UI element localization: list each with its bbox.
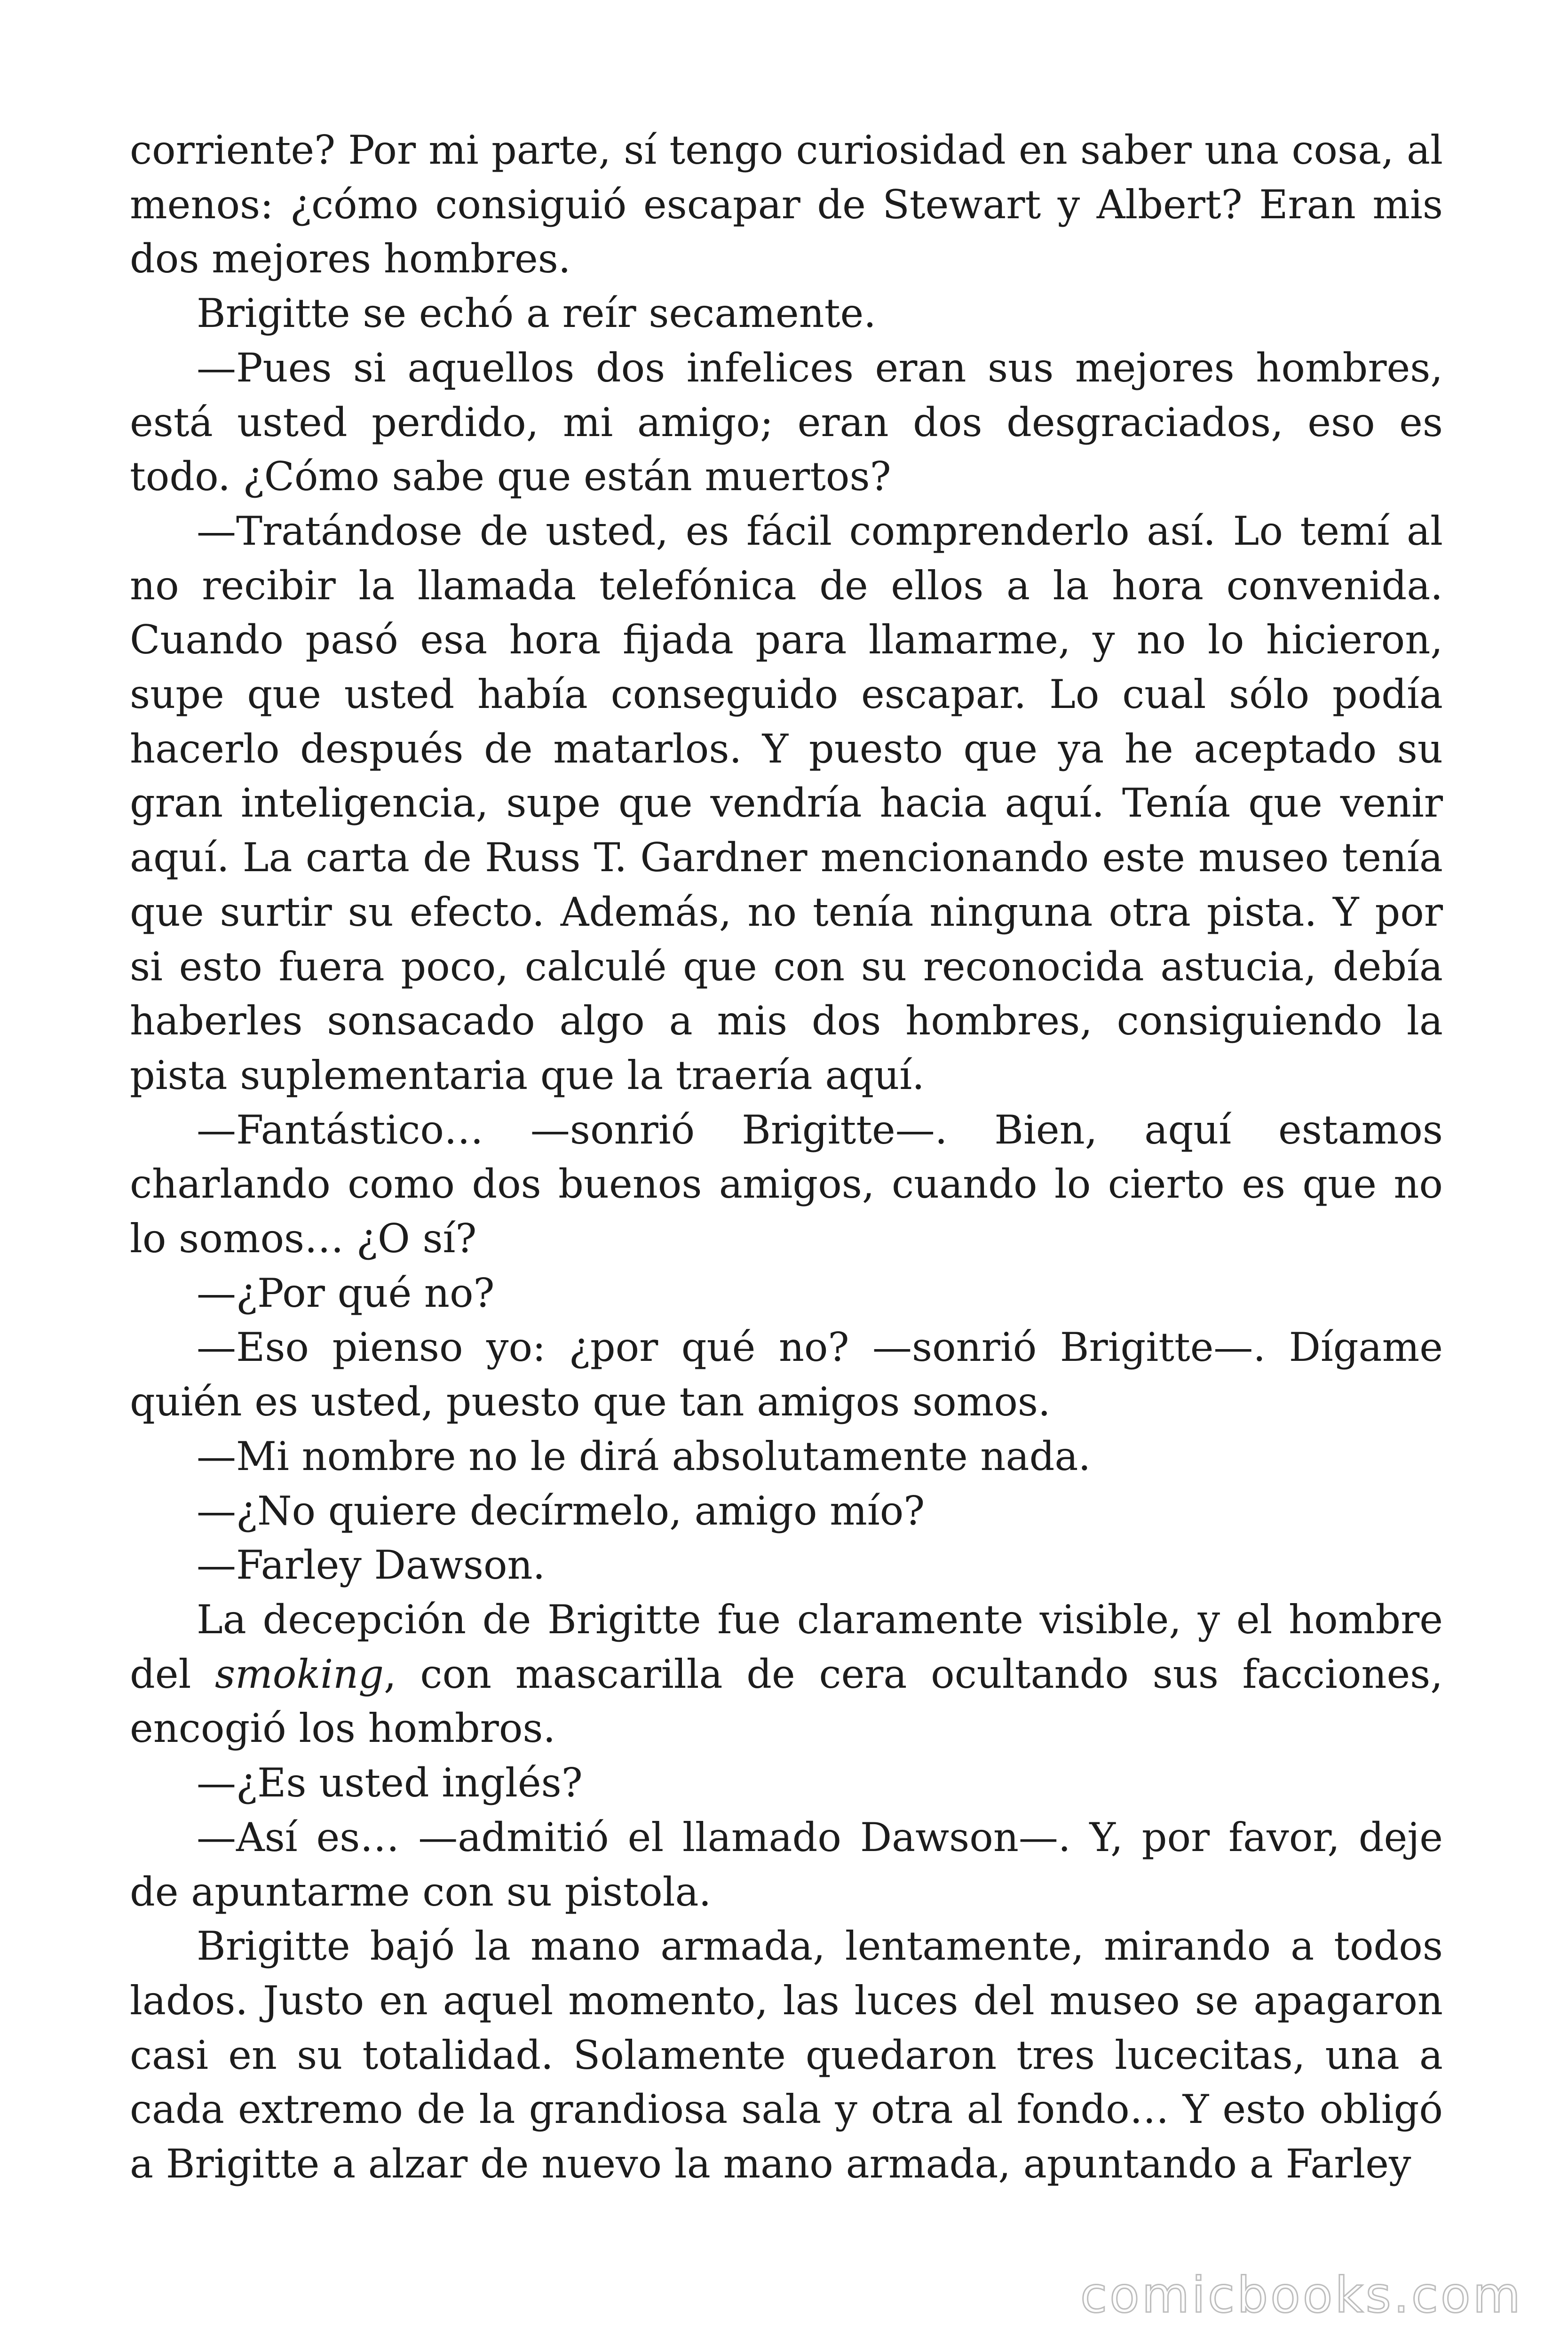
paragraph: —Farley Dawson. bbox=[197, 1542, 546, 1589]
paragraph: —¿No quiere decírmelo, amigo mío? bbox=[197, 1487, 925, 1534]
paragraph: Brigitte bajó la mano armada, lentamente, mirando a todos lados. Justo en aquel momento, las luces del museo se apagaron casi en su totalidad. Solamente quedaron tres lucecitas, una a cada extremo de la grandiosa sala y otra al fondo… Y esto obligó a Brigitte a alzar de nuevo la mano armada, apuntando a Farley bbox=[130, 1923, 1443, 2187]
paragraph: corriente? Por mi parte, sí tengo curiosidad en saber una cosa, al menos: ¿cómo consiguió escapar de Stewart y Albert? Eran mis dos mejores hombres. bbox=[130, 127, 1443, 282]
paragraph: —Mi nombre no le dirá absolutamente nada. bbox=[197, 1433, 1091, 1479]
paragraph-text: , con mascarilla de cera ocultando sus facciones, encogió los hombros. bbox=[130, 1651, 1443, 1752]
paragraph: —Tratándose de usted, es fácil comprenderlo así. Lo temí al no recibir la llamada telefónica de ellos a la hora convenida. Cuando pasó esa hora fijada para llamarme, y no lo hicieron, supe que usted había conseguido escapar. Lo cual sólo podía hacerlo después de matarlos. Y puesto que ya he aceptado su gran inteligencia, supe que vendría hacia aquí. Tenía que venir aquí. La carta de Russ T. Gardner mencionando este museo tenía que surtir su efecto. Además, no tenía ninguna otra pista. Y por si esto fuera poco, calculé que con su reconocida astucia, debía haberles sonsacado algo a mis dos hombres, consiguiendo la pista suplementaria que la traería aquí. bbox=[130, 508, 1443, 1098]
paragraph: —Pues si aquellos dos infelices eran sus mejores hombres, está usted perdido, mi amigo; eran dos desgraciados, eso es todo. ¿Cómo sabe que están muertos? bbox=[130, 344, 1443, 500]
paragraph-text: La decepción de Brigitte fue claramente visible, y el hombre del bbox=[130, 1596, 1443, 1697]
paragraph: Brigitte se echó a reír secamente. bbox=[197, 290, 876, 337]
body-text bbox=[130, 123, 1443, 2192]
paragraph bbox=[130, 1593, 1443, 1756]
paragraph: —Así es… —admitió el llamado Dawson—. Y, por favor, deje de apuntarme con su pistola. bbox=[130, 1814, 1443, 1915]
paragraph: —¿Por qué no? bbox=[197, 1270, 495, 1316]
paragraph: —¿Es usted inglés? bbox=[197, 1760, 583, 1806]
paragraph: —Eso pienso yo: ¿por qué no? —sonrió Brigitte—. Dígame quién es usted, puesto que tan amigos somos. bbox=[130, 1324, 1443, 1425]
watermark: comicbooks.com bbox=[1080, 2266, 1523, 2324]
italic-word: smoking bbox=[215, 1651, 384, 1697]
paragraph: —Fantástico… —sonrió Brigitte—. Bien, aquí estamos charlando como dos buenos amigos, cuando lo cierto es que no lo somos… ¿O sí? bbox=[130, 1106, 1443, 1262]
